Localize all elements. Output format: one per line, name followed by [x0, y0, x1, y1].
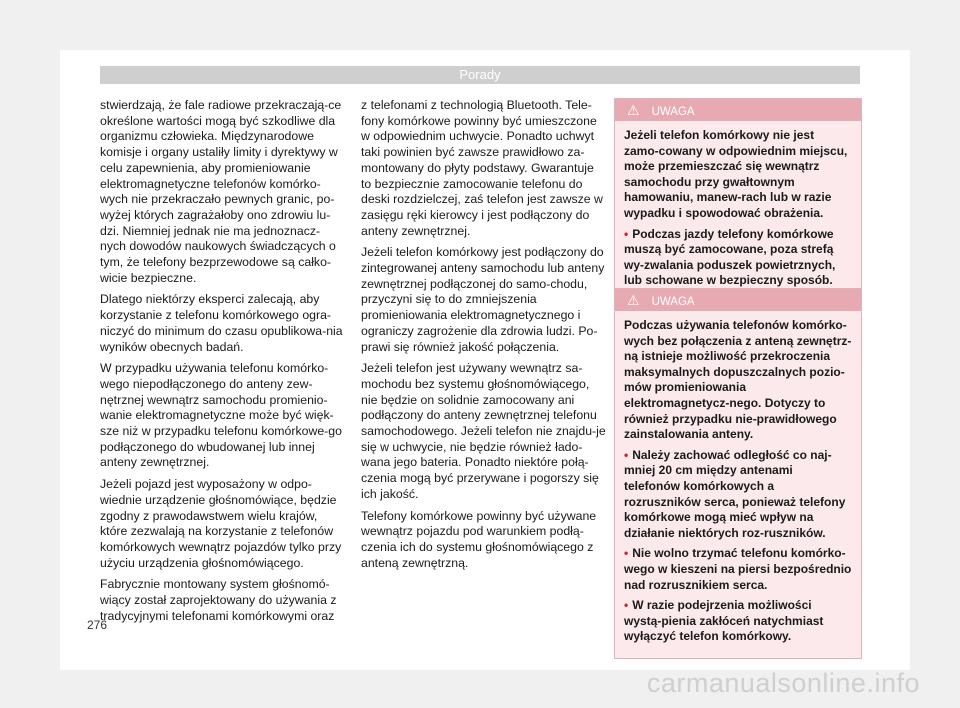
paragraph: stwierdzają, że fale radiowe przekraczają-ce określone wartości mogą być szkodliwe dla organizmu człowieka. Międzynarodowe komisje i organy ustaliły limity i dyrektywy w celu zapewnienia, aby promieniowanie elektromagnetyczne telefonów komórko-wych nie przekraczało pewnych granic, po-wyżej których zagrażałoby ono zdrowiu lu-dzi. Niemniej jednak nie ma jednoznacz-nych dowodów naukowych świadczących o tym, że telefony bezprzewodowe są całko-wicie bezpieczne.: [100, 98, 342, 285]
warning-bullet: • Należy zachować odległość co naj-mniej 20 cm między antenami telefonów komórkowych a rozruszników serca, ponieważ telefony komórkowe mogą mieć wpływ na działanie niektórych roz-ruszników.: [624, 447, 846, 540]
paragraph: Jeżeli telefon jest używany wewnątrz sa-mochodu bez systemu głośnomówiącego, nie będzie on solidnie zamocowany ani podłączony do anteny zewnętrznej telefonu samochodowego. Jeżeli telefon nie znajdu-je się w uchwycie, nie będzie również łado-wana jego bateria. Ponadto niektóre połą-czenia mogą być przerywane i pogorszy się ich jakość.: [361, 361, 606, 501]
paragraph: Jeżeli telefon komórkowy jest podłączony do zintegrowanej anteny samochodu lub anteny zewnętrznej podłączonej do samo-chodu, przyczyni się to do zmniejszenia promieniowania elektromagnetycznego i ograniczy zagrożenie dla zdrowia ludzi. Po-prawi się również jakość połączenia.: [361, 245, 605, 354]
warning-header: [615, 99, 861, 121]
warning-text: Podczas używania telefonów komórko-wych bez połączenia z anteną zewnętrz-ną istnieje możliwość przekroczenia maksymalnych dopuszczalnych pozio-mów promieniowania elektromagnetycz-nego. Dotyczy to również przypadku nie-prawidłowego zainstalowania anteny.: [624, 318, 852, 442]
warning-body: [615, 121, 861, 302]
watermark: carmanualsonline.info: [646, 668, 920, 698]
warning-bullet: • Nie wolno trzymać telefonu komórko-wego w kieszeni na piersi bezpośrednio nad rozrusznikiem serca.: [624, 546, 852, 592]
bullet-icon: •: [624, 226, 629, 241]
warning-text: Jeżeli telefon komórkowy nie jest zamo-cowany w odpowiednim miejscu, może przemieszczać się wewnątrz samochodu przy gwałtownym hamowaniu, manew-rach lub w razie wypadku i spowodować obrażenia.: [624, 128, 848, 220]
paragraph: Dlatego niektórzy eksperci zalecają, aby korzystanie z telefonu komórkowego ogra-niczyć do minimum do czasu opublikowa-nia wyników obecnych badań.: [100, 292, 343, 354]
warning-label: UWAGA: [651, 296, 695, 308]
text-column-middle: [361, 98, 606, 577]
bullet-icon: •: [624, 546, 629, 561]
warning-header: [615, 289, 861, 311]
warning-bullet: • Podczas jazdy telefony komórkowe muszą być zamocowane, poza strefą wy-zwalania poduszek powietrznych, lub schowane w bezpieczny sposób.: [624, 226, 836, 288]
warning-label: UWAGA: [651, 106, 695, 118]
bullet-icon: •: [624, 447, 629, 462]
warning-triangle-icon: ⚠: [627, 102, 640, 118]
warning-box-1: [614, 98, 862, 303]
warning-body: [615, 311, 861, 658]
paragraph: z telefonami z technologią Bluetooth. Tele-fony komórkowe powinny być umieszczone w odpowiednim uchwycie. Ponadto uchwyt taki powinien być zawsze prawidłowo za-montowany do płyty podstawy. Gwarantuje to bezpiecznie zamocowanie telefonu do deski rozdzielczej, zaś telefon jest zawsze w zasięgu ręki kierowcy i jest podłączony do anteny zewnętrznej.: [361, 98, 603, 238]
warning-box-2: [614, 288, 862, 659]
page-number: 276: [87, 618, 108, 632]
warning-bullet: • W razie podejrzenia możliwości wystą-pienia zakłóceń natychmiast wyłączyć telefon komórkowy.: [624, 598, 824, 644]
section-header: Porady: [100, 66, 860, 84]
bullet-icon: •: [624, 598, 629, 613]
paragraph: Fabrycznie montowany system głośnomó-wiący został zaprojektowany do używania z tradycyjnymi telefonami komórkowymi oraz: [100, 577, 337, 623]
paragraph: Telefony komórkowe powinny być używane wewnątrz pojazdu pod warunkiem podłą-czenia ich do systemu głośnomówiącego z anteną zewnętrzną.: [361, 508, 597, 570]
paragraph: Jeżeli pojazd jest wyposażony w odpo-wiednie urządzenie głośnomówiące, będzie zgodny z prawodawstwem wielu krajów, które zezwalają na korzystanie z telefonów komórkowych wewnątrz pojazdów tylko przy użyciu urządzenia głośnomówiącego.: [100, 477, 342, 570]
paragraph: W przypadku używania telefonu komórko-wego niepodłączonego do anteny zew-nętrznej wewnątrz samochodu promienio-wanie elektromagnetyczne może być więk-sze niż w przypadku telefonu komórkowe-go podłączonego do wbudowanej lub innej anteny zewnętrznej.: [100, 361, 342, 470]
warning-triangle-icon: ⚠: [627, 292, 640, 308]
text-column-left: [100, 98, 345, 631]
